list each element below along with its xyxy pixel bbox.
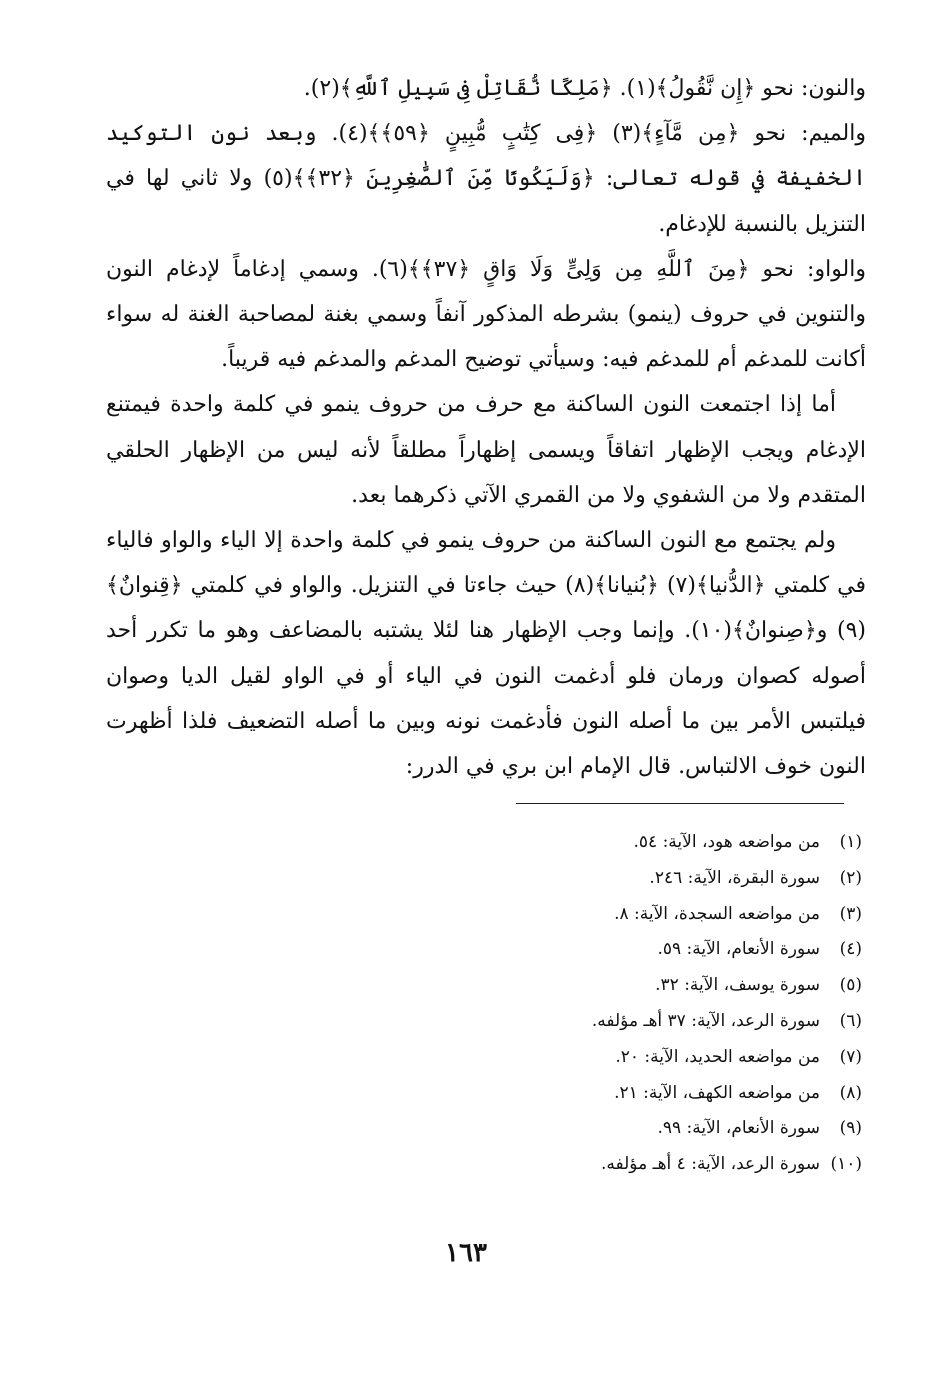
footnote (380, 1147, 862, 1183)
footnote-number: (٥) (839, 975, 862, 996)
footnote-text: من مواضعه السجدة، الآية: ٨. (614, 903, 820, 924)
footnote (380, 897, 862, 933)
footnote (380, 825, 862, 861)
paragraph-izhar-mutlaq: أما إذا اجتمعت النون الساكنة مع حرف من حروف ينمو في كلمة واحدة فيمتنع الإدغام ويجب الإظهار اتفاقاً ويسمى إظهاراً مطلقاً لأنه ليس من الإظهار الحلقي المتقدم ولا من الشفوي ولا من القمري الآتي ذكرهما بعد. (106, 392, 866, 508)
paragraph-nun: والنون: نحو ﴿إِن نَّقُولُ﴾(١). ﴿مَلِكًا نُّقَاتِلْ فِى سَبِيلِ ٱللَّهِ﴾(٢). (303, 76, 866, 101)
footnote-number: (٧) (839, 1046, 862, 1067)
footnote (380, 932, 862, 968)
footnote-text: سورة الأنعام، الآية: ٩٩. (657, 1118, 820, 1139)
footnote-text: سورة الرعد، الآية: ٤ أهـ مؤلفه. (601, 1154, 820, 1175)
footnote-number: (٨) (839, 1082, 862, 1103)
footnote-text: سورة الرعد، الآية: ٣٧ أهـ مؤلفه. (591, 1010, 820, 1031)
footnotes-list (380, 825, 862, 1183)
footnote (380, 1004, 862, 1040)
footnote-divider (516, 803, 844, 804)
footnote-text: سورة البقرة، الآية: ٢٤٦. (649, 867, 820, 888)
main-text (106, 66, 866, 789)
paragraph-waw: والواو: نحو ﴿مِنَ ٱللَّهِ مِن وَلِىٍّ وَلَا وَاقٍ ﴿٣٧﴾﴾(٦). وسمي إدغاماً لإدغام النون والتنوين في حروف (ينمو) بشرطه المذكور آنفاً وسمي بغنة لمصاحبة الغنة له سواء أكانت للمدغم أم للمدغم فيه: وسيأتي توضيح المدغم والمدغم فيه قريباً. (106, 256, 866, 373)
footnote-number: (٣) (839, 903, 862, 924)
footnote-number: (٢) (839, 867, 862, 888)
footnote (380, 861, 862, 897)
footnote-text: من مواضعه الحديد، الآية: ٢٠. (615, 1046, 820, 1067)
footnote-text: سورة يوسف، الآية: ٣٢. (655, 975, 820, 996)
footnote-number: (٩) (839, 1118, 862, 1139)
footnote (380, 1040, 862, 1076)
footnote-number: (١) (839, 832, 862, 852)
footnote-text: من مواضعه هود، الآية: ٥٤. (633, 832, 820, 852)
footnote-text: من مواضعه الكهف، الآية: ٢١. (614, 1082, 820, 1103)
paragraph-ya-waw-words: ولم يجتمع مع النون الساكنة من حروف ينمو في كلمة واحدة إلا الياء والواو فالياء في كلمتي ﴿الدُّنيا﴾(٧) ﴿بُنيانا﴾(٨) حيث جاءتا في التنزيل. والواو في كلمتي ﴿قِنوانٌ﴾(٩) و﴿صِنوانٌ﴾(١٠). وإنما وجب الإظهار هنا لئلا يشتبه بالمضاعف وهو ما تكرر أحد أصوله كصوان ورمان فلو أدغمت النون في الياء أو في الواو لقيل الديا وصوان فيلتبس الأمر بين ما أصله النون فأدغمت نونه وبين ما أصله التضعيف فلذا أظهرت النون خوف الالتباس. قال الإمام ابن بري في الدرر: (106, 528, 866, 780)
footnote-number: (٤) (839, 939, 862, 960)
footnote-number: (١٠) (830, 1154, 862, 1175)
footnote (380, 1111, 862, 1147)
footnote (380, 968, 862, 1004)
footnote (380, 1076, 862, 1112)
paragraph-mim: والميم: نحو ﴿مِن مَّآءٍ﴾(٣) ﴿فِى كِتَٰبٍ مُّبِينٍ ﴿٥٩﴾﴾(٤). وبعد نون التوكيد الخفيفة في قوله تعالى: ﴿وَلَيَكُونًا مِّنَ ٱلصَّٰغِرِينَ ﴿٣٢﴾﴾(٥) ولا ثاني لها في التنزيل بالنسبة للإدغام. (106, 121, 867, 237)
footnote-text: سورة الأنعام، الآية: ٥٩. (657, 939, 820, 960)
page-number: ١٦٣ (445, 1238, 487, 1268)
footnote-number: (٦) (839, 1010, 862, 1031)
